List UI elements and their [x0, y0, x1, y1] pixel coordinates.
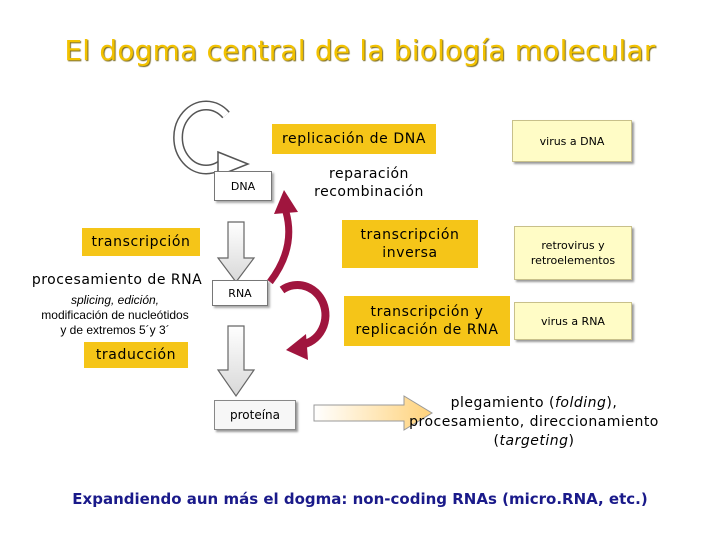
retrovirus-label-2: retroelementos: [530, 254, 616, 267]
footer-note: Expandiendo aun más el dogma: non-coding RNAs (micro.RNA, etc.): [72, 490, 648, 508]
rna-replication-label-2: replicación de RNA: [355, 322, 499, 338]
protein-box: [214, 400, 296, 430]
folding-line-3a: (: [493, 433, 500, 449]
translation-box: [84, 342, 188, 368]
processing-detail-2: modificación de nucleótidos: [41, 308, 189, 322]
folding-line-2: procesamiento, direccionamiento: [409, 414, 659, 430]
rna-processing-details: [20, 293, 210, 338]
page-title: El dogma central de la biología molecular: [64, 34, 656, 67]
rna-replication-loop-arrowhead: [286, 334, 308, 360]
transcription-down-arrow: [218, 222, 254, 282]
transcription-label: transcripción: [91, 234, 191, 250]
dna-virus-box: [512, 120, 632, 162]
replication-label: replicación de DNA: [281, 131, 427, 147]
reverse-transcription-box: [342, 220, 478, 268]
rna-virus-box: [514, 302, 632, 340]
rna-replication-label-1: transcripción y: [370, 304, 484, 320]
dna-virus-label: virus a DNA: [539, 134, 605, 148]
rna-label: RNA: [228, 286, 252, 300]
folding-line-1c: ),: [606, 395, 618, 411]
folding-line-3c: ): [568, 433, 575, 449]
recombination-label: recombinación: [314, 184, 424, 200]
folding-line-3: [398, 432, 670, 451]
protein-label: proteína: [229, 408, 280, 422]
reverse-transcription-arrow: [270, 212, 289, 282]
rna-virus-label: virus a RNA: [541, 314, 605, 328]
rna-box: [212, 280, 268, 306]
folding-line-1: [398, 394, 670, 413]
reverse-transcription-label-1: transcripción: [360, 227, 460, 243]
rna-replication-box: [344, 296, 510, 346]
replication-box: [272, 124, 436, 154]
dna-label: DNA: [230, 179, 256, 193]
retrovirus-box: [514, 226, 632, 280]
dna-box: [214, 171, 272, 201]
reverse-transcription-label-2: inversa: [382, 245, 438, 261]
processing-detail-3: y de extremos 5´y 3´: [60, 323, 170, 337]
translation-down-arrow: [218, 326, 254, 396]
folding-term: folding: [555, 395, 607, 411]
folding-line-1a: plegamiento (: [450, 395, 555, 411]
targeting-term: targeting: [499, 433, 569, 449]
transcription-box: [82, 228, 200, 256]
translation-label: traducción: [95, 347, 177, 363]
repair-label: reparación: [329, 166, 409, 182]
retrovirus-label-1: retrovirus y: [541, 239, 605, 252]
folding-text: [398, 394, 670, 451]
repair-text: [294, 165, 444, 201]
processing-detail-1: splicing, edición,: [70, 293, 160, 307]
rna-processing-title: procesamiento de RNA: [31, 272, 203, 288]
